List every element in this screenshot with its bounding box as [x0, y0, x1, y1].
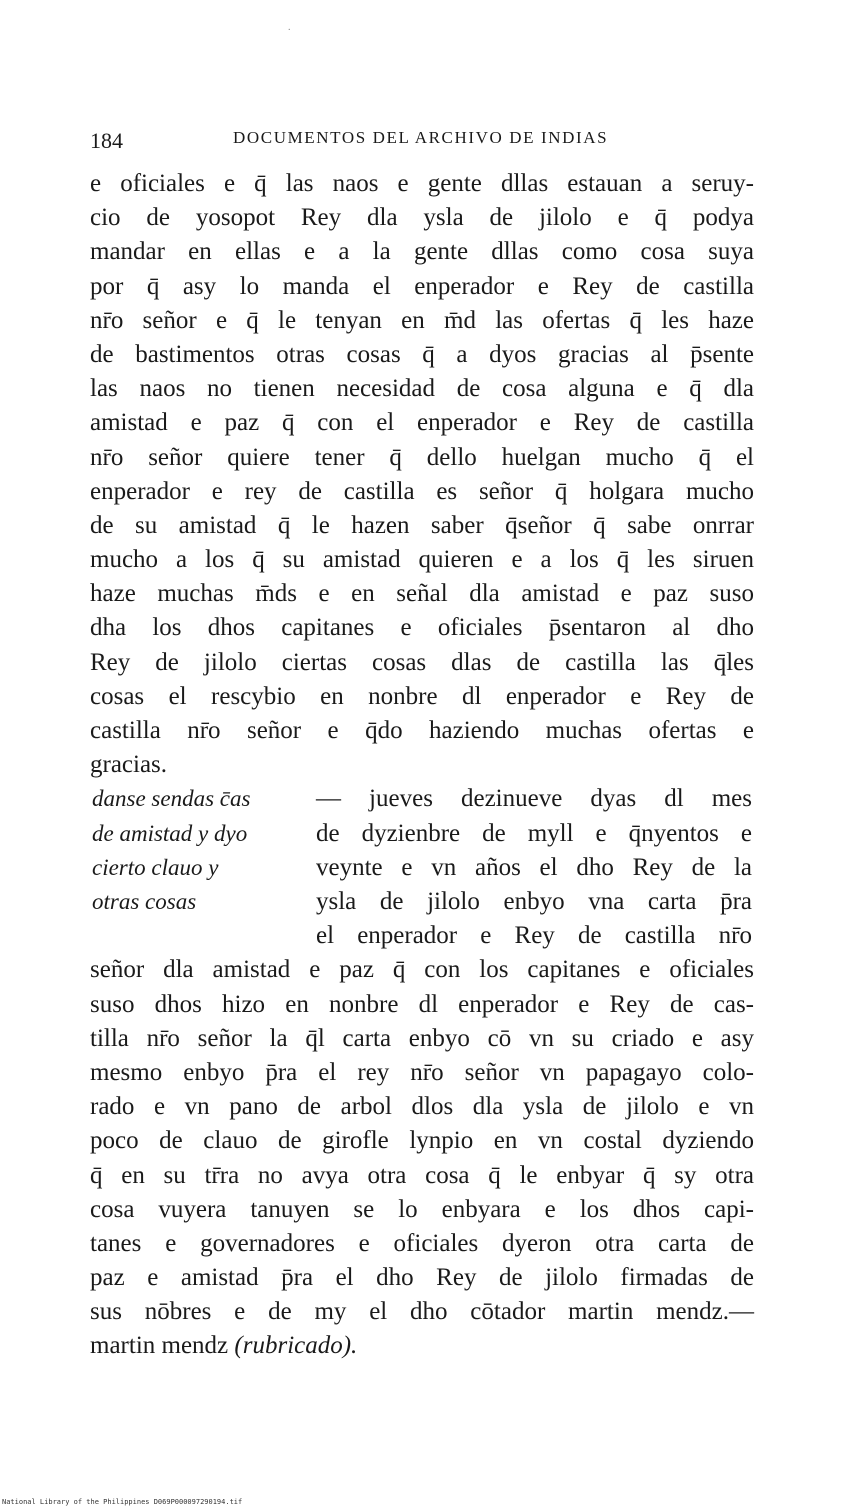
text-line: poco de clauo de girofle lynpio en vn costal dyziendo [90, 1127, 754, 1155]
text-line: nr̄o señor e q̄ le tenyan en m̄d las ofertas q̄ les haze [90, 306, 754, 334]
text-line: paz e amistad p̄ra el dho Rey de jilolo firmadas de [90, 1264, 754, 1292]
margin-note [92, 782, 287, 919]
page-number: 184 [90, 128, 123, 153]
text-line: enperador e rey de castilla es señor q̄ holgara mucho [90, 477, 754, 505]
text-line: veynte e vn años el dho Rey de la [316, 853, 752, 881]
text-line: mesmo enbyo p̄ra el rey nr̄o señor vn papagayo colo- [90, 1058, 754, 1086]
text-line: nr̄o señor quiere tener q̄ dello huelgan mucho q̄ el [90, 443, 754, 471]
margin-note-block [90, 782, 754, 953]
text-line: sus nōbres e de my el dho cōtador martin mendz.— [90, 1298, 754, 1326]
text-line: amistad e paz q̄ con el enperador e Rey de castilla [90, 409, 754, 437]
text-line: dha los dhos capitanes e oficiales p̄sentaron al dho [90, 614, 754, 642]
text-line: haze muchas m̄ds e en señal dla amistad e paz suso [90, 580, 754, 608]
text-line: cosa vuyera tanuyen se lo enbyara e los dhos capi- [90, 1195, 754, 1223]
text-line: e oficiales e q̄ las naos e gente dllas estauan a seruy- [90, 170, 754, 197]
text-line: mucho a los q̄ su amistad quieren e a los q̄ les siruen [90, 546, 754, 574]
text-line: — jueves dezinueve dyas dl mes [316, 785, 752, 813]
margin-note-line: otras cosas [92, 888, 197, 914]
running-head: DOCUMENTOS DEL ARCHIVO DE INDIAS [233, 128, 609, 147]
text-line: cio de yosopot Rey dla ysla de jilolo e q̄ podya [90, 204, 754, 232]
text-line: suso dhos hizo en nonbre dl enperador e Rey de cas- [90, 990, 754, 1018]
signature-name: martin mendz [90, 1332, 229, 1360]
text-line: tanes e governadores e oficiales dyeron otra carta de [90, 1229, 754, 1257]
text-line: q̄ en su tr̄ra no avya otra cosa q̄ le enbyar q̄ sy otra [90, 1161, 754, 1189]
text-line: de su amistad q̄ le hazen saber q̄señor q̄ sabe onrrar [90, 511, 754, 539]
text-line: el enperador e Rey de castilla nr̄o [316, 922, 752, 950]
page-body [90, 167, 754, 1364]
text-line: de bastimentos otras cosas q̄ a dyos gracias al p̄sente [90, 340, 754, 368]
signature-line [90, 1329, 754, 1363]
indented-column [316, 782, 752, 953]
text-line: gracias. [90, 751, 168, 779]
rubricado-note: (rubricado). [234, 1332, 358, 1360]
margin-note-line: cierto clauo y [92, 854, 219, 880]
text-line: de dyzienbre de myll e q̄nyentos e [316, 819, 752, 847]
text-line: señor dla amistad e paz q̄ con los capitanes e oficiales [90, 956, 754, 984]
text-line: ysla de jilolo enbyo vna carta p̄ra [316, 887, 752, 915]
page-header [90, 124, 760, 152]
text-line: mandar en ellas e a la gente dllas como cosa suya [90, 238, 754, 266]
margin-note-line: danse sendas c̄as [92, 786, 251, 812]
paragraph-1 [90, 167, 754, 782]
page-mark: . [288, 22, 291, 33]
text-line: las naos no tienen necesidad de cosa alguna e q̄ dla [90, 375, 754, 403]
paragraph-2 [90, 953, 754, 1363]
text-line: cosas el rescybio en nonbre dl enperador e Rey de [90, 682, 754, 710]
margin-note-line: de amistad y dyo [92, 820, 248, 846]
text-line: castilla nr̄o señor e q̄do haziendo muchas ofertas e [90, 717, 754, 744]
text-line: rado e vn pano de arbol dlos dla ysla de jilolo e vn [90, 1093, 754, 1121]
text-line: por q̄ asy lo manda el enperador e Rey de castilla [90, 272, 754, 300]
text-line: tilla nr̄o señor la q̄l carta enbyo cō vn su criado e asy [90, 1024, 754, 1052]
text-line: Rey de jilolo ciertas cosas dlas de castilla las q̄les [90, 648, 754, 676]
scan-footer: National Library of the Philippines D069P000097290194.tif [2, 1498, 243, 1506]
